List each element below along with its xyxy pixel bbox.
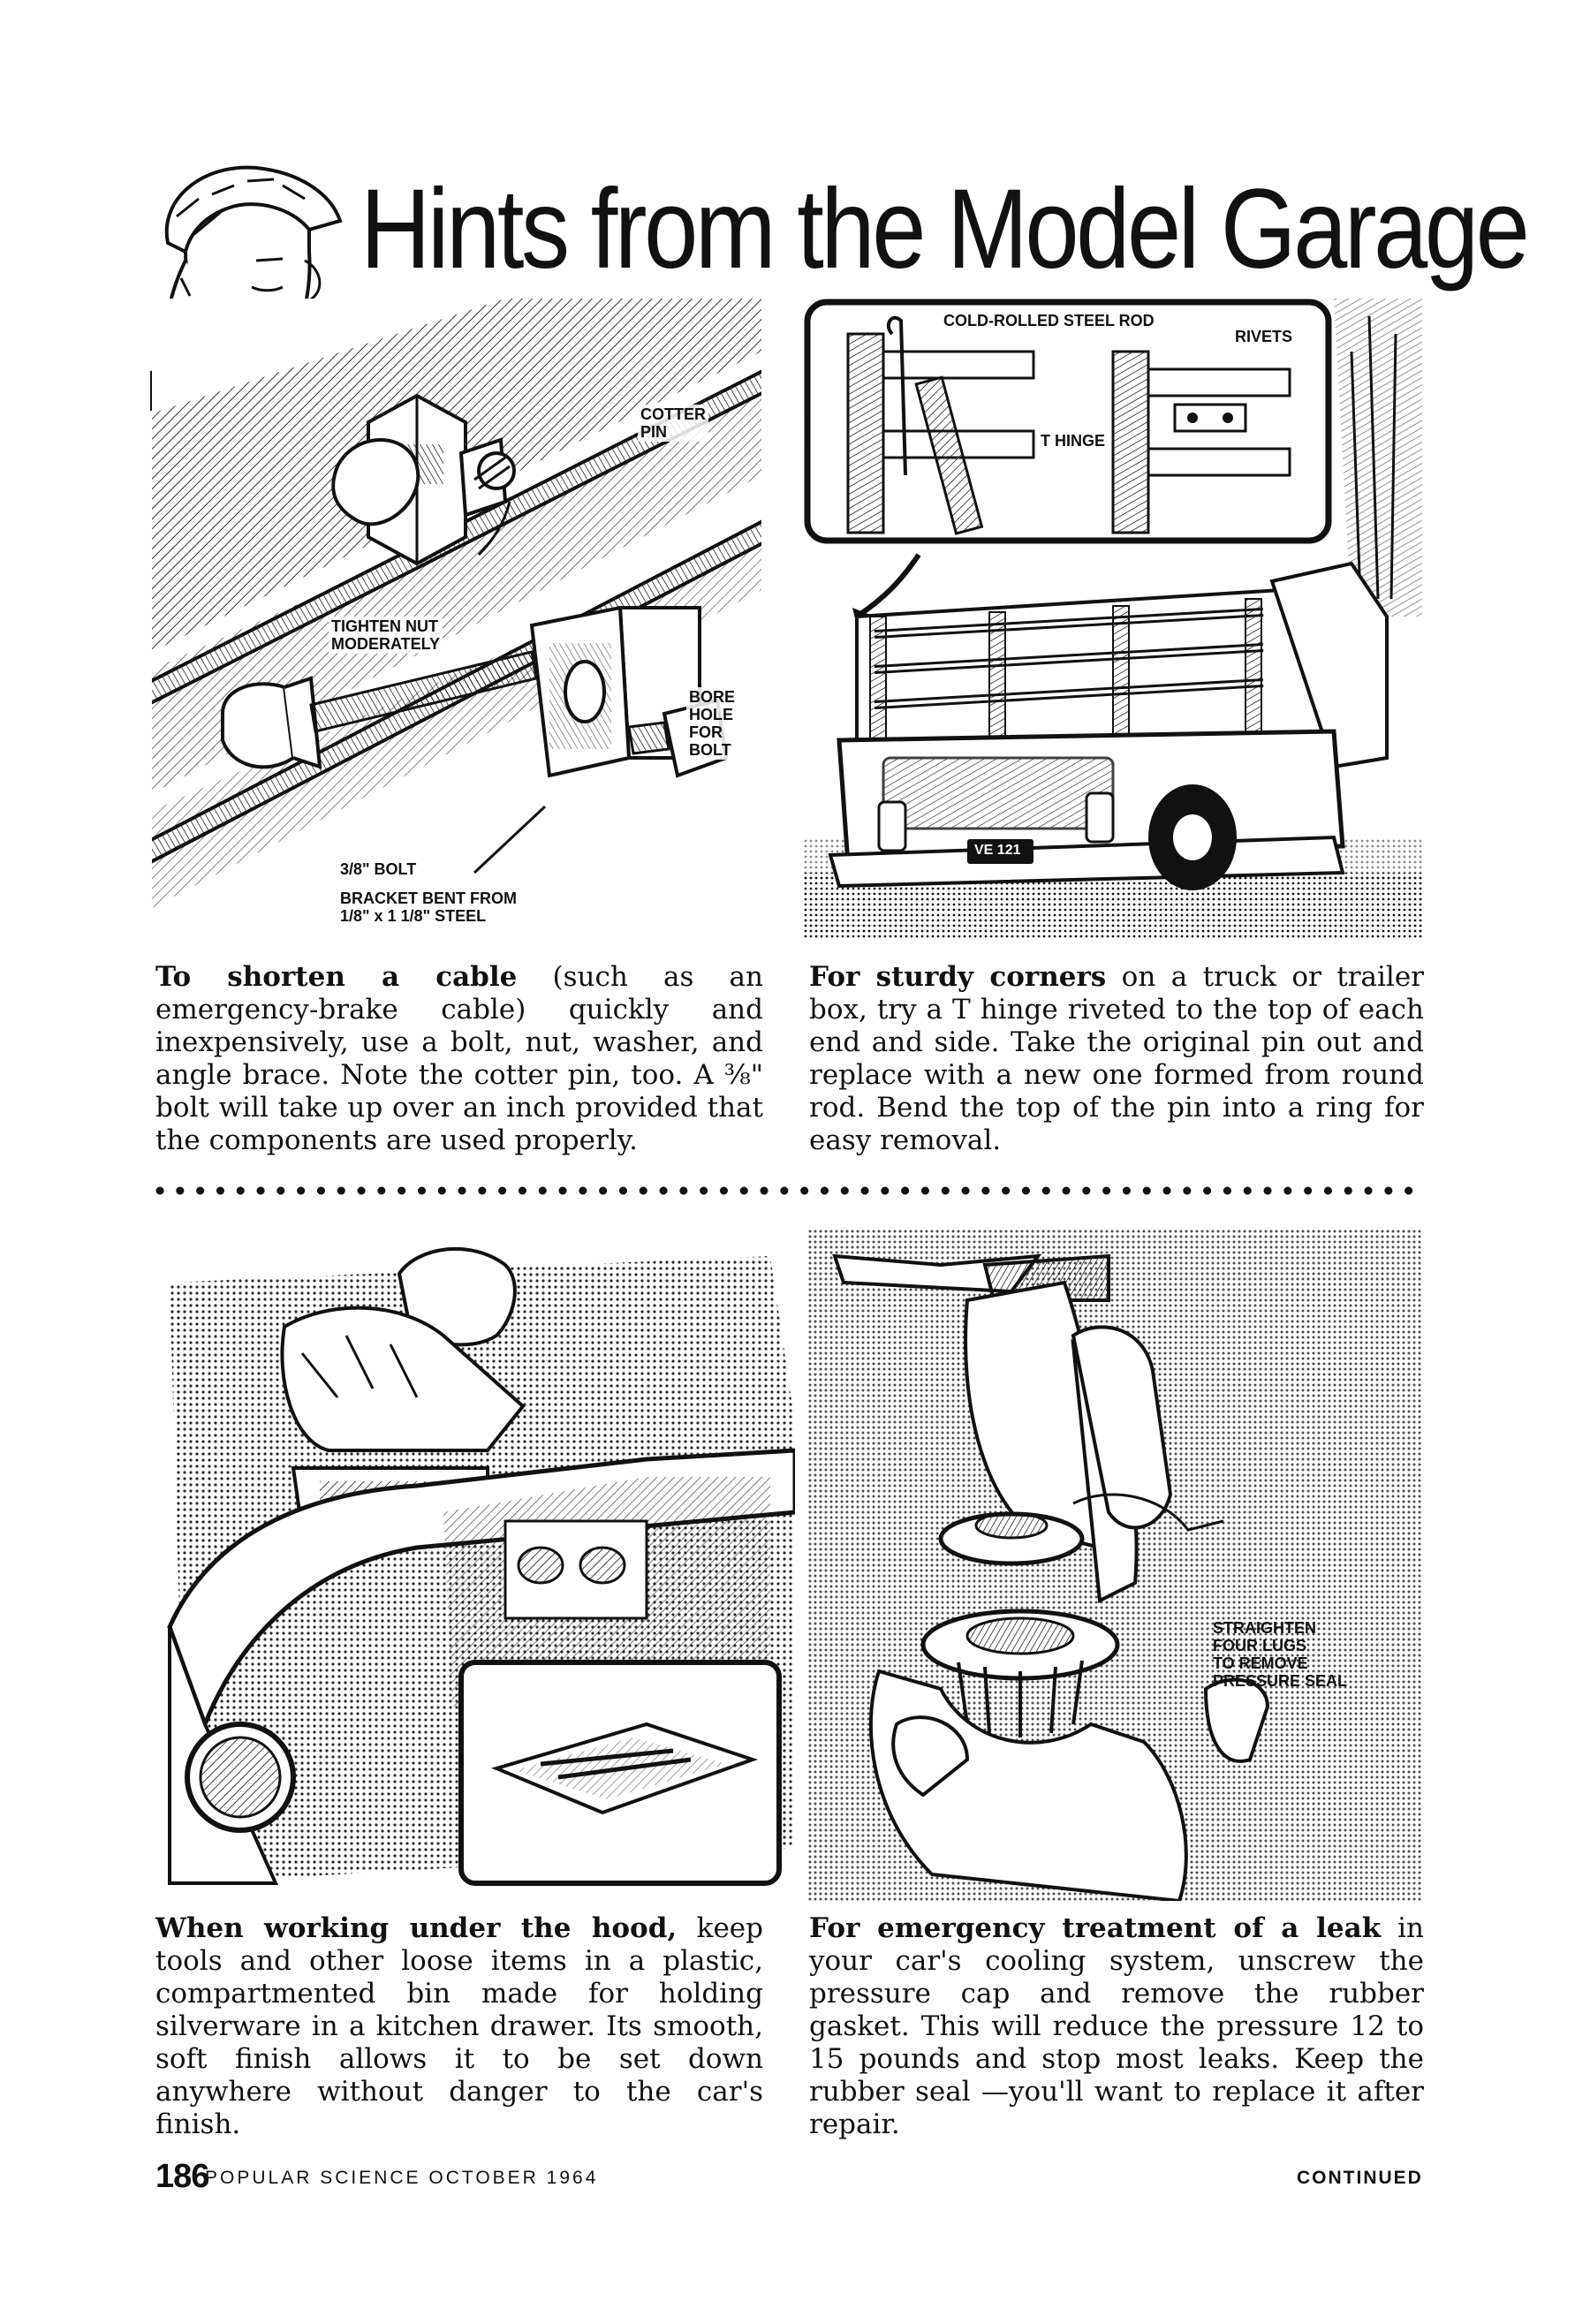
straighten-lugs-label: STRAIGHTEN FOUR LUGS TO REMOVE PRESSURE SEAL xyxy=(1213,1619,1348,1690)
bracket-label: BRACKET BENT FROM 1/8" x 1 1/8" STEEL xyxy=(337,889,519,926)
hood-illustration xyxy=(152,1230,795,1901)
truck-caption-lead: For sturdy corners xyxy=(809,961,1107,993)
hood-caption xyxy=(155,1912,763,2141)
cap-caption-lead: For emergency treatment of a leak xyxy=(809,1912,1382,1944)
cap-caption-body: in your car's cooling system, unscrew the pressure cap and remove the rubber gasket. This will reduce the pressure 12 to 15 pounds and stop most leaks. Keep the rubber seal —you'll want to replace it after repair. xyxy=(809,1912,1424,2140)
continued-marker: CONTINUED xyxy=(1297,2168,1423,2188)
page-number: 186 xyxy=(155,2158,209,2195)
page-title: Hints from the Model Garage xyxy=(360,166,1527,292)
truck-caption-body: on a truck or trailer box, try a T hinge riveted to the top of each end and side. Take the original pin out and replace with a new one formed from round rod. Bend the top of the pin into a ring for easy removal. xyxy=(809,961,1424,1156)
bore-hole-label: BORE HOLE FOR BOLT xyxy=(686,687,738,760)
radiator-cap-illustration xyxy=(808,1230,1422,1901)
license-plate: VE 121 xyxy=(972,841,1023,860)
cable-caption-lead: To shorten a cable xyxy=(155,961,518,993)
hood-caption-lead: When working under the hood, xyxy=(155,1912,678,1944)
cotter-pin-label: COTTER PIN xyxy=(638,405,708,442)
truck-caption xyxy=(809,961,1424,1157)
truck-illustration xyxy=(804,299,1422,939)
cap-caption xyxy=(809,1912,1424,2141)
rivets-label: RIVETS xyxy=(1232,327,1295,346)
hood-caption-body: keep tools and other loose items in a plastic, compartmented bin made for holding silverware in a kitchen drawer. Its smooth, soft finish allows it to be set down anywhere without danger to the car's finish. xyxy=(155,1912,763,2140)
cable-illustration xyxy=(152,299,761,939)
magazine-credit: POPULAR SCIENCE OCTOBER 1964 xyxy=(205,2168,599,2188)
cable-caption xyxy=(155,961,763,1157)
dotted-divider xyxy=(155,1180,1427,1201)
bolt-label: 3/8" BOLT xyxy=(337,859,419,879)
cable-caption-body: (such as an emergency-brake cable) quickly and inexpensively, use a bolt, nut, washer, and angle brace. Note the cotter pin, too. A ⅜" bolt will take up over an inch provided that the components are used properly. xyxy=(155,961,763,1156)
steel-rod-label: COLD-ROLLED STEEL ROD xyxy=(941,311,1157,330)
tighten-nut-label: TIGHTEN NUT MODERATELY xyxy=(329,617,443,654)
t-hinge-label: T HINGE xyxy=(1038,431,1108,450)
